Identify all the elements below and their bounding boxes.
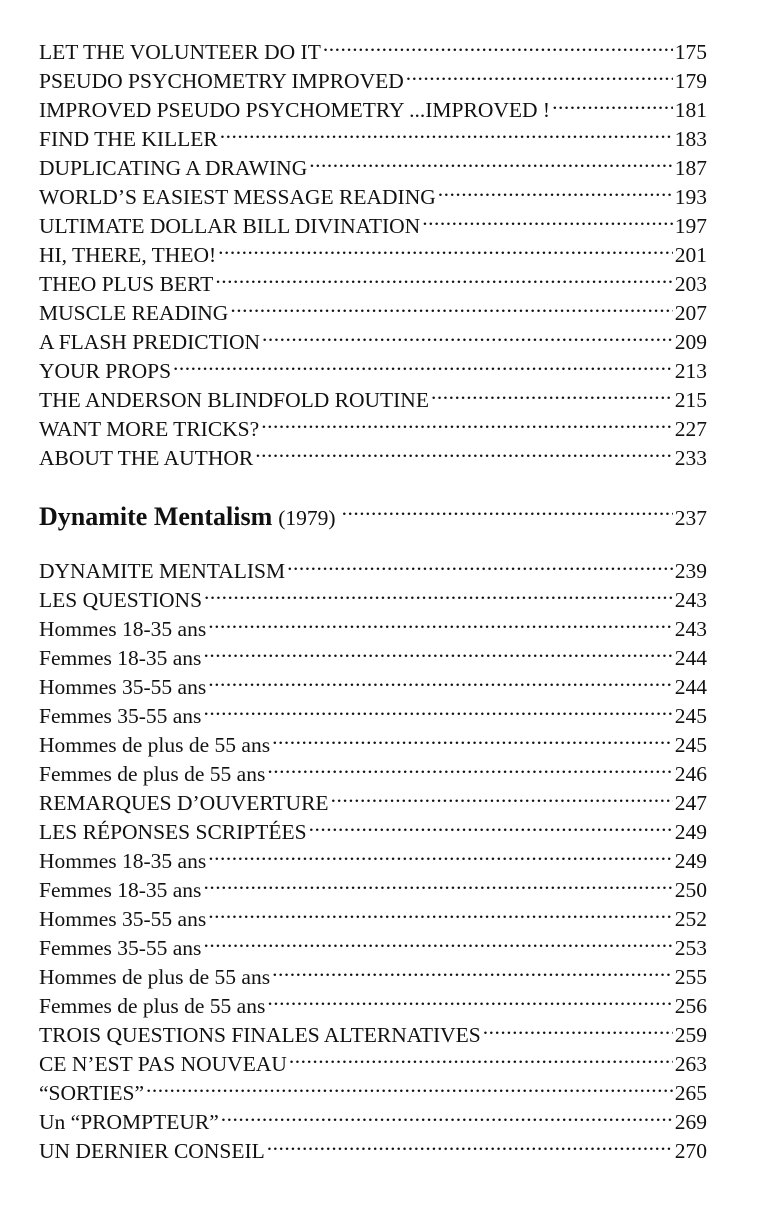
toc-entry-title: HI, THERE, THEO! [39,243,217,267]
toc-entry-title: Hommes 35-55 ans [39,675,207,699]
toc-entry-title: Un “PROMPTEUR” [39,1110,219,1134]
toc-entry-page-number: 183 [674,127,707,151]
dot-leader [342,491,673,525]
dot-leader [331,781,673,810]
toc-entry-title: LET THE VOLUNTEER DO IT [39,40,321,64]
toc-entry-title: UN DERNIER CONSEIL [39,1139,265,1163]
toc-entry-page-number: 244 [674,675,707,699]
toc-entry-title: MUSCLE READING [39,301,229,325]
dot-leader [552,88,673,117]
toc-entry-page-number: 244 [674,646,707,670]
toc-entry-page-number: 201 [674,243,707,267]
toc-entry-page-number: 263 [674,1052,707,1076]
toc-entry [39,30,707,64]
toc-entry-page-number: 249 [674,849,707,873]
toc-entry-page-number: 215 [674,388,707,412]
dot-leader [220,117,673,146]
toc-entry-title: Hommes de plus de 55 ans [39,965,271,989]
dot-leader [208,607,673,636]
toc-entry-page-number: 203 [674,272,707,296]
toc-entry-title: DYNAMITE MENTALISM [39,559,286,583]
dot-leader [272,723,673,752]
toc-entry-title: WANT MORE TRICKS? [39,417,260,441]
dot-leader [262,320,673,349]
dot-leader [422,204,673,233]
table-of-contents [39,30,707,1163]
dot-leader [431,378,673,407]
toc-entry-title: THEO PLUS BERT [39,272,214,296]
toc-entry-title: TROIS QUESTIONS FINALES ALTERNATIVES [39,1023,481,1047]
toc-entry-title: CE N’EST PAS NOUVEAU [39,1052,287,1076]
dot-leader [309,810,673,839]
dot-leader [173,349,673,378]
section-heading [39,491,707,531]
dot-leader [203,636,672,665]
toc-entry-title: Femmes de plus de 55 ans [39,762,266,786]
toc-entry-title: LES QUESTIONS [39,588,203,612]
dot-leader [230,291,672,320]
dot-leader [267,984,672,1013]
toc-entry-page-number: 175 [674,40,707,64]
dot-leader [204,578,673,607]
toc-entry-title: FIND THE KILLER [39,127,218,151]
dot-leader [221,1100,673,1129]
toc-entry-title: DUPLICATING A DRAWING [39,156,308,180]
toc-entry-title: YOUR PROPS [39,359,172,383]
section-year: (1979) [278,506,336,530]
dot-leader [208,665,673,694]
toc-entry-title: IMPROVED PSEUDO PSYCHOMETRY ...IMPROVED ! [39,98,551,122]
dot-leader [261,407,673,436]
toc-entry-page-number: 255 [674,965,707,989]
toc-entry-page-number: 213 [674,359,707,383]
toc-entry-title: Femmes 18-35 ans [39,646,202,670]
toc-entry-page-number: 209 [674,330,707,354]
dot-leader [287,549,673,578]
toc-entry-page-number: 269 [674,1110,707,1134]
dot-leader [267,1129,673,1158]
toc-entry-page-number: 246 [674,762,707,786]
toc-entry-page-number: 239 [674,559,707,583]
toc-entry-page-number: 233 [674,446,707,470]
dot-leader [215,262,672,291]
toc-entry-title: Femmes de plus de 55 ans [39,994,266,1018]
toc-entry-title: Femmes 35-55 ans [39,704,202,728]
toc-entry-page-number: 256 [674,994,707,1018]
dot-leader [255,436,673,465]
toc-entry-page-number: 179 [674,69,707,93]
toc-entry-title: LES RÉPONSES SCRIPTÉES [39,820,307,844]
section-page-number: 237 [674,506,707,530]
toc-entry-page-number: 207 [674,301,707,325]
toc-entry-title: PSEUDO PSYCHOMETRY IMPROVED [39,69,404,93]
toc-entry-title: Hommes 18-35 ans [39,617,207,641]
toc-entry-page-number: 247 [674,791,707,815]
toc-list-part2 [39,549,707,1163]
toc-entry-title: ABOUT THE AUTHOR [39,446,254,470]
dot-leader [272,955,673,984]
toc-entry-page-number: 181 [674,98,707,122]
toc-entry-page-number: 197 [674,214,707,238]
dot-leader [203,868,672,897]
dot-leader [309,146,673,175]
toc-entry-page-number: 243 [674,617,707,641]
toc-entry-page-number: 245 [674,704,707,728]
toc-entry-title: Hommes 35-55 ans [39,907,207,931]
toc-entry-title: THE ANDERSON BLINDFOLD ROUTINE [39,388,429,412]
toc-entry-page-number: 243 [674,588,707,612]
toc-entry-page-number: 227 [674,417,707,441]
toc-entry-page-number: 193 [674,185,707,209]
dot-leader [289,1042,673,1071]
dot-leader [267,752,672,781]
toc-entry-title: REMARQUES D’OUVERTURE [39,791,329,815]
toc-entry-page-number: 259 [674,1023,707,1047]
dot-leader [218,233,673,262]
toc-entry-title: WORLD’S EASIEST MESSAGE READING [39,185,436,209]
dot-leader [208,839,673,868]
toc-entry-page-number: 187 [674,156,707,180]
dot-leader [406,59,673,88]
toc-entry-page-number: 265 [674,1081,707,1105]
toc-entry-title: Hommes de plus de 55 ans [39,733,271,757]
toc-entry-title: “SORTIES” [39,1081,145,1105]
dot-leader [208,897,673,926]
dot-leader [203,694,672,723]
toc-entry-page-number: 250 [674,878,707,902]
toc-entry-title: A FLASH PREDICTION [39,330,260,354]
toc-entry-page-number: 270 [674,1139,707,1163]
toc-entry-page-number: 245 [674,733,707,757]
section-title: Dynamite Mentalism [39,502,273,531]
dot-leader [203,926,672,955]
dot-leader [483,1013,673,1042]
toc-list-part1 [39,30,707,470]
toc-entry-page-number: 249 [674,820,707,844]
dot-leader [438,175,673,204]
dot-leader [323,30,673,59]
toc-entry-page-number: 253 [674,936,707,960]
toc-entry-title: Hommes 18-35 ans [39,849,207,873]
toc-entry-page-number: 252 [674,907,707,931]
toc-entry [39,549,707,583]
dot-leader [146,1071,673,1100]
toc-entry-title: Femmes 18-35 ans [39,878,202,902]
toc-entry-title: Femmes 35-55 ans [39,936,202,960]
toc-entry-title: ULTIMATE DOLLAR BILL DIVINATION [39,214,421,238]
